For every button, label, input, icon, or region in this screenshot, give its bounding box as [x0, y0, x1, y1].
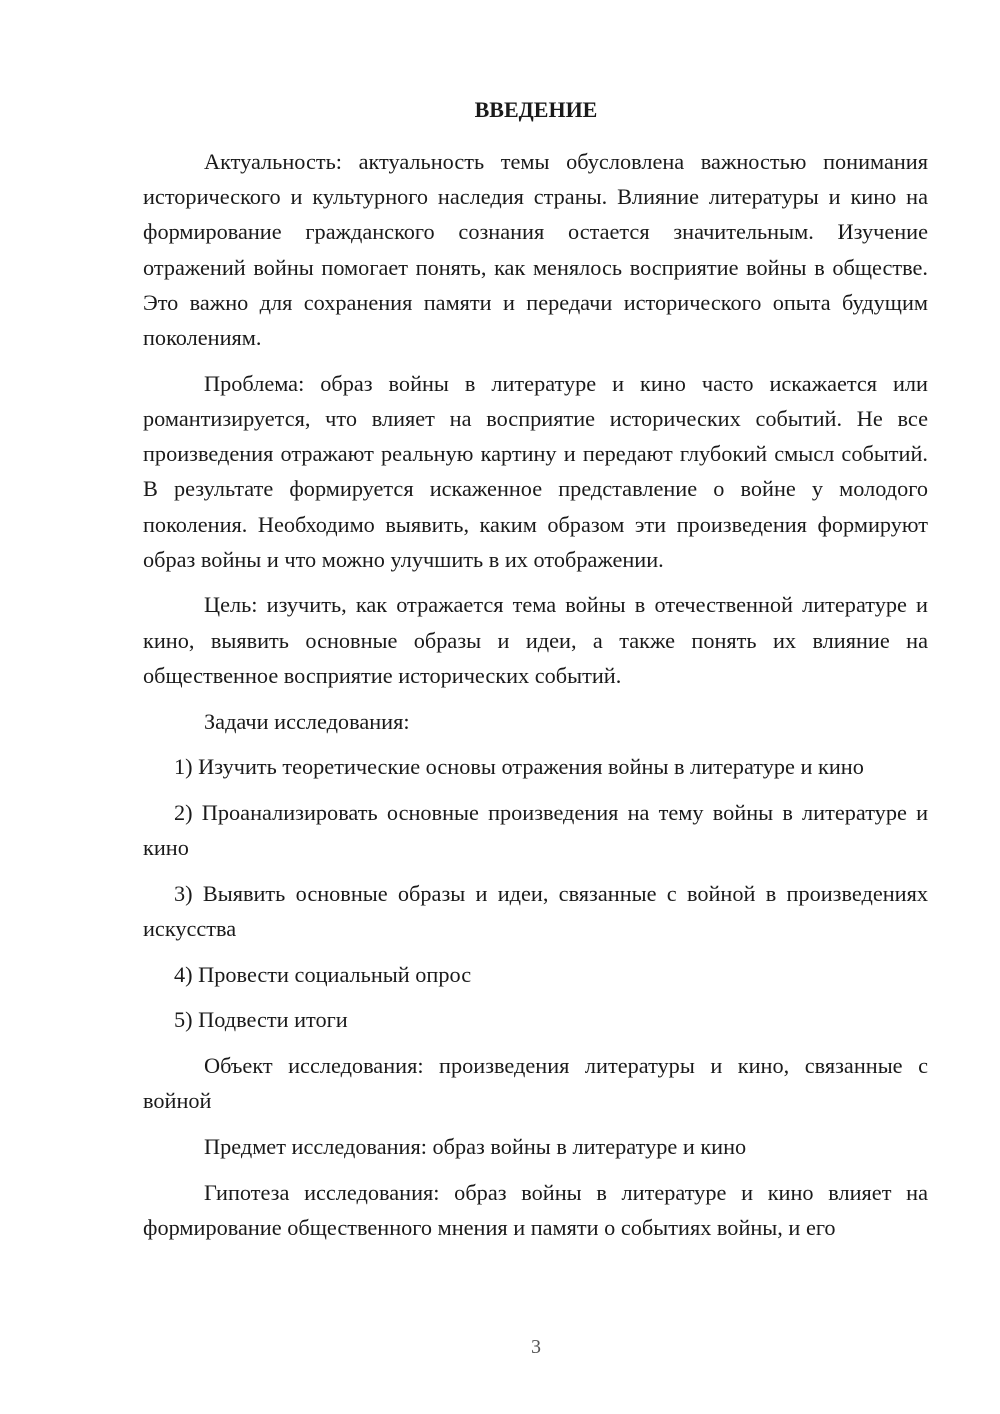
- paragraph-subject: Предмет исследования: образ войны в литературе и кино: [204, 1134, 747, 1160]
- paragraph-goal: Цель: изучить, как отражается тема войны в отечественной литературе и кино, выявить основные образы и идеи, а также понять их влияние на общественное восприятие исторических событий.: [143, 592, 928, 688]
- list-item-task-1: 1) Изучить теоретические основы отражения войны в литературе и кино: [174, 754, 864, 780]
- paragraph-problem: Проблема: образ войны в литературе и кино часто искажается или романтизируется, что влияет на восприятие исторических событий. Не все произведения отражают реальную картину и передают глубокий смысл событий. В результате формируется искаженное представление о войне у молодого поколения. Необходимо выявить, каким образом эти произведения формируют образ войны и что можно улучшить в их отображении.: [143, 370, 928, 572]
- paragraph-object: Объект исследования: произведения литературы и кино, связанные с войной: [143, 1053, 928, 1114]
- paragraph-hypothesis: Гипотеза исследования: образ войны в литературе и кино влияет на формирование общественного мнения и памяти о событиях войны, и его: [143, 1179, 928, 1240]
- paragraph-relevance: Актуальность: актуальность темы обусловлена важностью понимания исторического и культурного наследия страны. Влияние литературы и кино на формирование гражданского сознания остается значительным. Изучение отражений войны помогает понять, как менялось восприятие войны в обществе. Это важно для сохранения памяти и передачи исторического опыта будущим поколениям.: [143, 149, 928, 351]
- list-item-task-2: 2) Проанализировать основные произведения на тему войны в литературе и кино: [143, 799, 928, 861]
- paragraph-tasks-title: Задачи исследования:: [204, 708, 410, 734]
- list-item-task-5: 5) Подвести итоги: [174, 1007, 348, 1033]
- page-title: ВВЕДЕНИЕ: [474, 97, 598, 122]
- list-item-task-4: 4) Провести социальный опрос: [174, 961, 472, 987]
- list-item-task-3: 3) Выявить основные образы и идеи, связанные с войной в произведениях искусства: [143, 880, 928, 942]
- document-body: [143, 144, 928, 1245]
- page-number: 3: [531, 1336, 541, 1358]
